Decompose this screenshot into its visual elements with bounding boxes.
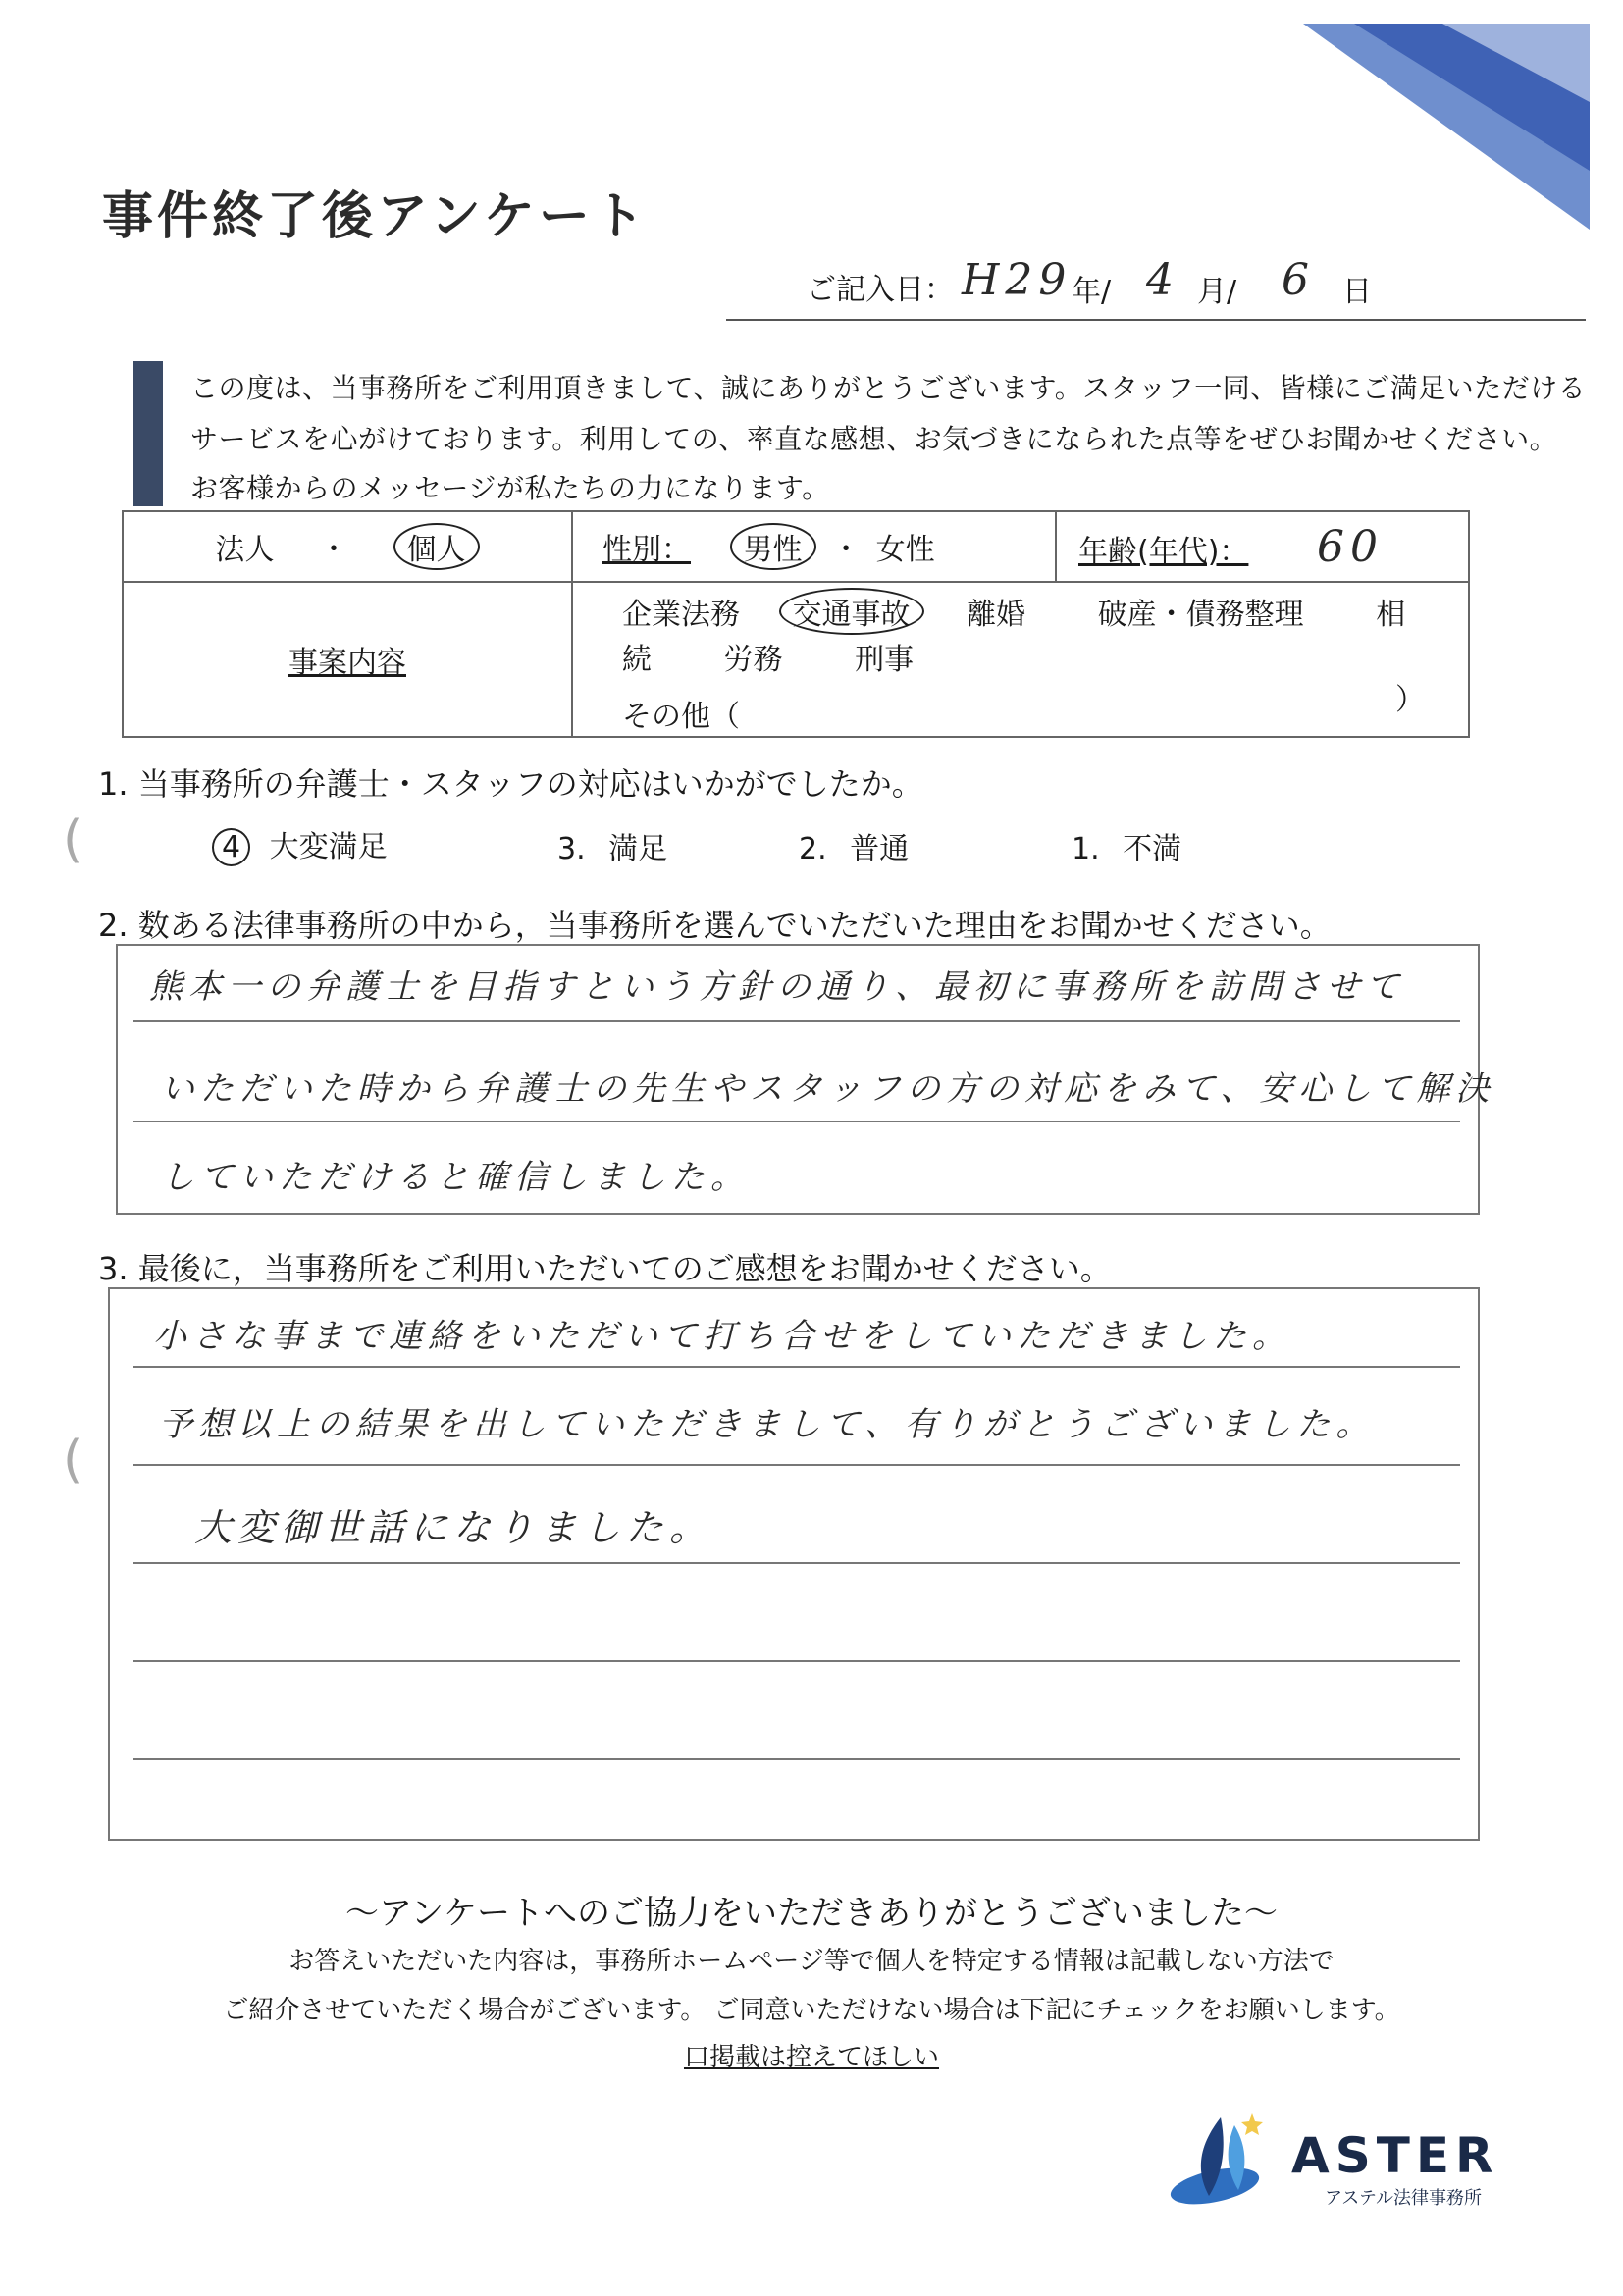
intro-accent-bar (133, 361, 163, 506)
option-male-selected[interactable]: 男性 (730, 523, 816, 570)
q1-option-number: 1. (1072, 832, 1100, 866)
logo-text: ASTER (1291, 2127, 1499, 2184)
gender-label: 性別： (602, 533, 691, 567)
separator-dot: ・ (319, 533, 348, 567)
case-options-cell (572, 582, 1469, 737)
q1-option-label: 不満 (1123, 832, 1182, 866)
answer-rule (133, 1020, 1460, 1022)
question-1-title: 1. 当事務所の弁護士・スタッフの対応はいかがでしたか。 (98, 765, 923, 803)
answer-rule (133, 1366, 1460, 1368)
date-label: ご記入日： (807, 273, 954, 307)
answer-rule (133, 1758, 1460, 1760)
opt-out-checkbox[interactable]: 口掲載は控えてほしい (683, 2043, 939, 2072)
date-underline (726, 319, 1586, 321)
age-cell (1056, 511, 1469, 582)
case-option[interactable]: 相続 (622, 598, 1406, 677)
q3-answer-line: 小さな事まで連絡をいただいて打ち合せをしていただきました。 (153, 1317, 1291, 1356)
profile-table (122, 510, 1470, 738)
privacy-note: お答えいただいた内容は，事務所ホームページ等で個人を特定する情報は記載しない方法で (288, 1947, 1335, 1976)
case-option[interactable]: 労務 (723, 643, 783, 677)
q2-answer-line: いただいた時から弁護士の先生やスタッフの方の対応をみて、安心して解決 (161, 1070, 1495, 1109)
answer-rule (133, 1660, 1460, 1662)
date-year-value: H29 (962, 255, 1073, 305)
option-female[interactable]: 女性 (875, 533, 935, 567)
q1-option-number: 2. (799, 832, 827, 866)
answer-rule (133, 1464, 1460, 1466)
q1-option-1[interactable] (1072, 824, 1181, 867)
case-option[interactable]: 刑事 (855, 643, 915, 677)
answer-rule (133, 1121, 1460, 1122)
intro-line: サービスを心がけております。利用しての、率直な感想、お気づきになられた点等をぜひお聞かせください。 (190, 423, 1558, 455)
case-other-close: ） (1395, 683, 1425, 717)
q1-option-3[interactable] (557, 824, 667, 867)
aster-logo-icon (1166, 2106, 1274, 2214)
q1-option-number: 4 (212, 828, 250, 866)
q1-option-2[interactable] (799, 824, 909, 867)
separator-dot: ・ (831, 533, 862, 567)
q3-answer-line: 予想以上の結果を出していただきまして、有りがとうございました。 (159, 1405, 1376, 1444)
q1-option-number: 3. (557, 832, 586, 866)
case-other-label: その他（ (622, 700, 740, 734)
binder-hole-mark: ( (63, 1431, 83, 1489)
q1-option-label: 満足 (608, 832, 668, 866)
answer-rule (133, 1562, 1460, 1564)
age-label: 年齢(年代)： (1078, 534, 1249, 569)
case-label: 事案内容 (288, 646, 406, 680)
case-option[interactable]: 破産・債務整理 (1097, 598, 1304, 632)
q2-answer-line: 熊本一の弁護士を目指すという方針の通り、最初に事務所を訪問させて (149, 967, 1405, 1007)
thanks-message: ～アンケートへのご協力をいただきありがとうございました～ (345, 1894, 1278, 1933)
question-2-title: 2. 数ある法律事務所の中から，当事務所を選んでいただいた理由をお聞かせください。 (98, 907, 1332, 944)
option-individual-selected[interactable]: 個人 (393, 523, 480, 570)
date-year-unit: 年/ (1072, 275, 1112, 309)
binder-hole-mark: ( (63, 810, 83, 869)
case-option-selected[interactable]: 交通事故 (779, 588, 924, 635)
date-month-value: 4 (1146, 255, 1179, 305)
q1-option-4-selected[interactable] (212, 822, 388, 866)
privacy-note: ご紹介させていただく場合がございます。 ご同意いただけない場合は下記にチェックをお願いします。 (223, 1996, 1400, 2025)
age-value: 60 (1316, 521, 1384, 572)
q1-option-label: 大変満足 (269, 830, 388, 864)
corner-decoration (1295, 24, 1590, 230)
date-day-unit: 日 (1342, 275, 1372, 309)
q3-answer-line: 大変御世話になりました。 (194, 1506, 713, 1549)
option-corporation[interactable]: 法人 (215, 533, 275, 567)
q1-option-label: 普通 (850, 832, 910, 866)
date-month-unit: 月/ (1197, 275, 1237, 309)
logo-subtitle: アステル法律事務所 (1325, 2188, 1483, 2209)
date-day-value: 6 (1282, 255, 1315, 305)
gender-cell (572, 511, 1056, 582)
case-label-cell (123, 582, 572, 737)
question-3-title: 3. 最後に，当事務所をご利用いただいてのご感想をお聞かせください。 (98, 1250, 1112, 1287)
intro-line: この度は、当事務所をご利用頂きまして、誠にありがとうございます。スタッフ一同、皆様にご満足いただける (190, 372, 1587, 404)
intro-line: お客様からのメッセージが私たちの力になります。 (190, 472, 830, 504)
q2-answer-line: していただけると確信しました。 (161, 1158, 750, 1197)
entity-type-cell (123, 511, 572, 582)
case-option[interactable]: 離婚 (967, 598, 1026, 632)
case-option[interactable]: 企業法務 (622, 598, 740, 632)
page-title: 事件終了後アンケート (102, 187, 649, 246)
